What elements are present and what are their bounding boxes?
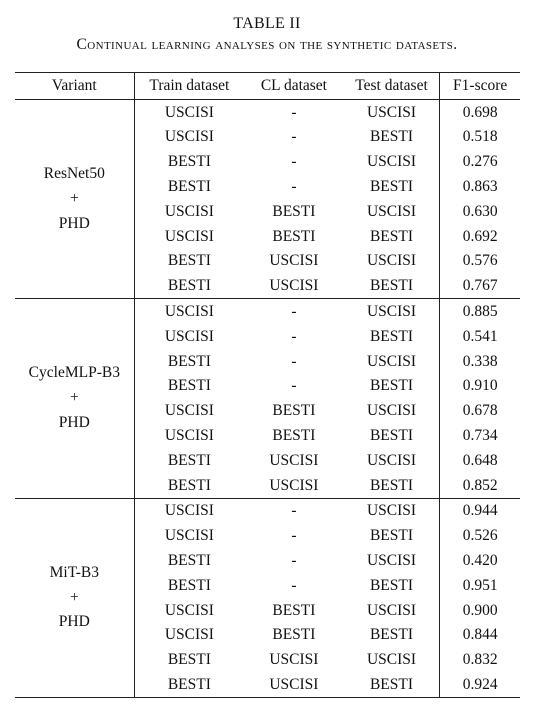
train-dataset-cell: BESTI bbox=[167, 377, 211, 395]
f1-score-cell: 0.885 bbox=[462, 303, 498, 321]
f1-score-cell: 0.852 bbox=[462, 476, 498, 494]
train-dataset-cell: USCISI bbox=[164, 128, 214, 146]
test-dataset-cell: BESTI bbox=[344, 174, 440, 199]
f1-score-cell: 0.692 bbox=[462, 227, 498, 245]
test-dataset-cell: BESTI bbox=[344, 224, 440, 249]
train-dataset-cell: USCISI bbox=[164, 427, 214, 444]
f1-score-cell: 0.420 bbox=[462, 551, 498, 569]
col-header-test-dataset: Test dataset bbox=[344, 73, 440, 100]
table-row bbox=[15, 498, 520, 523]
test-dataset-cell: BESTI bbox=[344, 623, 440, 648]
test-dataset-cell: USCISI bbox=[344, 249, 440, 274]
test-dataset-cell: BESTI bbox=[344, 573, 440, 598]
cl-dataset-cell: USCISI bbox=[269, 651, 319, 669]
cl-dataset-cell: USCISI bbox=[269, 675, 319, 693]
table-caption: Continual learning analyses on the synthetic datasets. bbox=[76, 36, 458, 53]
variant-group bbox=[15, 100, 520, 299]
train-dataset-cell: BESTI bbox=[167, 451, 211, 469]
cl-dataset-cell: BESTI bbox=[272, 601, 316, 619]
cl-dataset-cell: BESTI bbox=[272, 626, 316, 644]
cl-dataset-cell: - bbox=[291, 327, 297, 345]
cl-dataset-cell: USCISI bbox=[269, 252, 319, 270]
test-dataset-cell: BESTI bbox=[344, 374, 440, 399]
col-header-f1-score: F1-score bbox=[440, 73, 520, 100]
f1-score-cell: 0.910 bbox=[462, 377, 498, 395]
cl-dataset-cell: - bbox=[291, 178, 297, 196]
train-dataset-cell: USCISI bbox=[164, 626, 214, 644]
f1-score-cell: 0.526 bbox=[462, 527, 498, 545]
f1-score-cell: 0.541 bbox=[462, 327, 498, 345]
f1-score-cell: 0.924 bbox=[462, 675, 498, 693]
f1-score-cell: 0.951 bbox=[462, 576, 498, 594]
test-dataset-cell: USCISI bbox=[344, 498, 440, 523]
test-dataset-cell: USCISI bbox=[344, 598, 440, 623]
train-dataset-cell: USCISI bbox=[164, 103, 214, 121]
train-dataset-cell: BESTI bbox=[167, 352, 211, 370]
variant-line: + bbox=[69, 588, 79, 606]
f1-score-cell: 0.648 bbox=[462, 451, 498, 469]
cl-dataset-cell: - bbox=[291, 502, 297, 520]
variant-line: + bbox=[69, 189, 79, 207]
cl-dataset-cell: BESTI bbox=[272, 427, 316, 444]
train-dataset-cell: BESTI bbox=[167, 153, 211, 171]
cl-dataset-cell: BESTI bbox=[272, 202, 316, 220]
variant-cell bbox=[15, 100, 134, 299]
test-dataset-cell: USCISI bbox=[344, 299, 440, 324]
train-dataset-cell: BESTI bbox=[167, 651, 211, 669]
variant-line: ResNet50 bbox=[43, 164, 105, 182]
variant-cell bbox=[15, 299, 134, 498]
test-dataset-cell: USCISI bbox=[344, 548, 440, 573]
f1-score-cell: 0.734 bbox=[462, 427, 498, 444]
train-dataset-cell: USCISI bbox=[164, 303, 214, 321]
train-dataset-cell: USCISI bbox=[164, 202, 214, 220]
train-dataset-cell: BESTI bbox=[167, 252, 211, 270]
cl-dataset-cell: BESTI bbox=[272, 402, 316, 420]
test-dataset-cell: USCISI bbox=[344, 399, 440, 424]
train-dataset-cell: USCISI bbox=[164, 527, 214, 545]
col-header-train-dataset: Train dataset bbox=[134, 73, 244, 100]
variant-line: PHD bbox=[58, 613, 90, 631]
f1-score-cell: 0.276 bbox=[462, 153, 498, 171]
f1-score-cell: 0.698 bbox=[462, 103, 498, 121]
variant-line: + bbox=[69, 389, 79, 407]
train-dataset-cell: BESTI bbox=[167, 551, 211, 569]
variant-line: CycleMLP-B3 bbox=[28, 364, 120, 382]
test-dataset-cell: USCISI bbox=[344, 349, 440, 374]
results-table bbox=[15, 72, 520, 698]
test-dataset-cell: BESTI bbox=[344, 473, 440, 498]
test-dataset-cell: BESTI bbox=[344, 324, 440, 349]
table-row bbox=[15, 100, 520, 125]
cl-dataset-cell: BESTI bbox=[272, 227, 316, 245]
variant-line: PHD bbox=[58, 214, 90, 232]
test-dataset-cell: BESTI bbox=[344, 423, 440, 448]
f1-score-cell: 0.944 bbox=[462, 502, 498, 520]
cl-dataset-cell: - bbox=[291, 128, 297, 146]
variant-cell bbox=[15, 498, 134, 697]
f1-score-cell: 0.900 bbox=[462, 601, 498, 619]
test-dataset-cell: BESTI bbox=[344, 125, 440, 150]
cl-dataset-cell: USCISI bbox=[269, 451, 319, 469]
cl-dataset-cell: USCISI bbox=[269, 476, 319, 494]
variant-line: PHD bbox=[58, 413, 90, 431]
f1-score-cell: 0.518 bbox=[462, 128, 498, 146]
train-dataset-cell: BESTI bbox=[167, 277, 211, 295]
test-dataset-cell: USCISI bbox=[344, 199, 440, 224]
header-row bbox=[15, 73, 520, 100]
train-dataset-cell: BESTI bbox=[167, 476, 211, 494]
cl-dataset-cell: - bbox=[291, 352, 297, 370]
train-dataset-cell: USCISI bbox=[164, 502, 214, 520]
table-row bbox=[15, 299, 520, 324]
col-header-variant: Variant bbox=[15, 73, 134, 100]
cl-dataset-cell: - bbox=[291, 303, 297, 321]
f1-score-cell: 0.338 bbox=[462, 352, 498, 370]
cl-dataset-cell: - bbox=[291, 377, 297, 395]
test-dataset-cell: USCISI bbox=[344, 648, 440, 673]
train-dataset-cell: USCISI bbox=[164, 227, 214, 245]
train-dataset-cell: BESTI bbox=[167, 675, 211, 693]
f1-score-cell: 0.767 bbox=[462, 277, 498, 295]
variant-line: MiT-B3 bbox=[49, 563, 99, 581]
cl-dataset-cell: - bbox=[291, 527, 297, 545]
cl-dataset-cell: - bbox=[291, 153, 297, 171]
test-dataset-cell: USCISI bbox=[344, 448, 440, 473]
f1-score-cell: 0.832 bbox=[462, 651, 498, 669]
test-dataset-cell: BESTI bbox=[344, 274, 440, 299]
train-dataset-cell: BESTI bbox=[167, 178, 211, 196]
test-dataset-cell: USCISI bbox=[344, 150, 440, 175]
cl-dataset-cell: - bbox=[291, 103, 297, 121]
train-dataset-cell: BESTI bbox=[167, 576, 211, 594]
f1-score-cell: 0.844 bbox=[462, 626, 498, 644]
cl-dataset-cell: USCISI bbox=[269, 277, 319, 295]
col-header-cl-dataset: CL dataset bbox=[244, 73, 344, 100]
train-dataset-cell: USCISI bbox=[164, 327, 214, 345]
f1-score-cell: 0.630 bbox=[462, 202, 498, 220]
variant-group bbox=[15, 498, 520, 697]
f1-score-cell: 0.678 bbox=[462, 402, 498, 420]
variant-group bbox=[15, 299, 520, 498]
cl-dataset-cell: - bbox=[291, 576, 297, 594]
table-title: TABLE II bbox=[233, 15, 301, 32]
test-dataset-cell: USCISI bbox=[344, 100, 440, 125]
test-dataset-cell: BESTI bbox=[344, 524, 440, 549]
train-dataset-cell: USCISI bbox=[164, 601, 214, 619]
test-dataset-cell: BESTI bbox=[344, 672, 440, 697]
cl-dataset-cell: - bbox=[291, 551, 297, 569]
train-dataset-cell: USCISI bbox=[164, 402, 214, 420]
f1-score-cell: 0.576 bbox=[462, 252, 498, 270]
f1-score-cell: 0.863 bbox=[462, 178, 498, 196]
